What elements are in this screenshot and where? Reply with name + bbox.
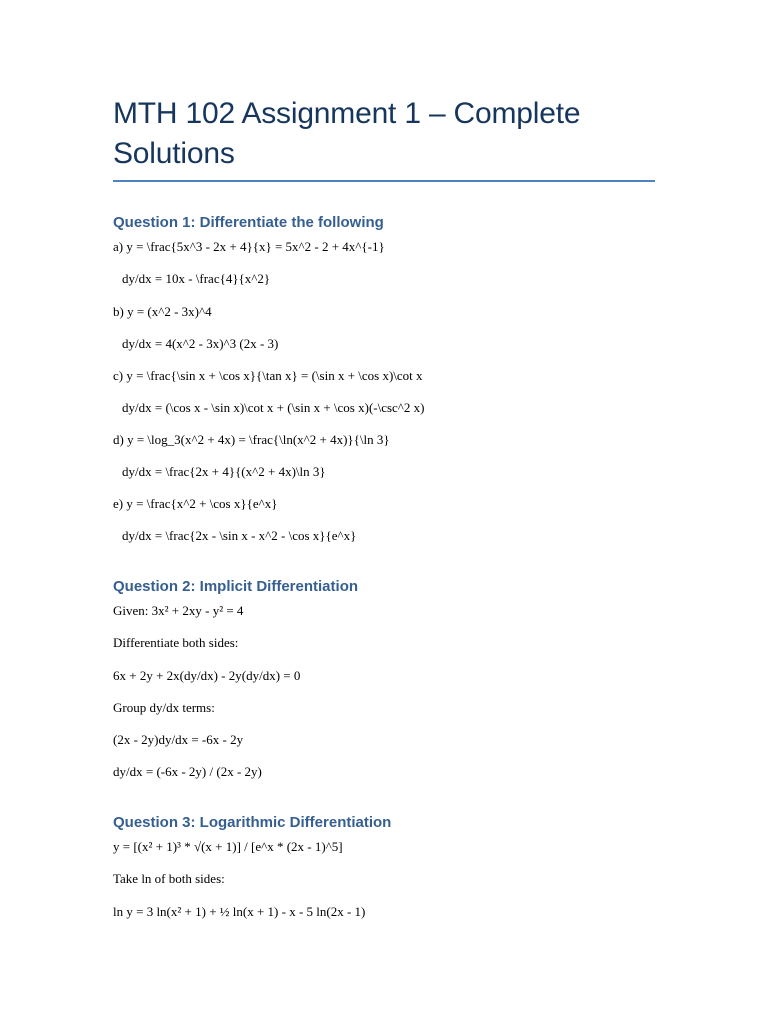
question-2-heading: Question 2: Implicit Differentiation	[113, 578, 359, 595]
q1-c-answer: dy/dx = (\cos x - \sin x)\cot x + (\sin x + \cos x)(-\csc^2 x)	[122, 400, 425, 415]
q1-b-problem: b) y = (x^2 - 3x)^4	[113, 304, 212, 319]
question-1-heading: Question 1: Differentiate the following	[113, 214, 384, 231]
q2-given: Given: 3x² + 2xy - y² = 4	[113, 603, 244, 618]
q3-given: y = [(x² + 1)³ * √(x + 1)] / [e^x * (2x - 1)^5]	[113, 839, 343, 854]
q2-step2-label: Group dy/dx terms:	[113, 700, 215, 715]
q1-d-answer: dy/dx = \frac{2x + 4}{(x^2 + 4x)\ln 3}	[122, 464, 326, 479]
q2-result: dy/dx = (-6x - 2y) / (2x - 2y)	[113, 764, 262, 779]
question-3-heading: Question 3: Logarithmic Differentiation	[113, 814, 392, 831]
q1-e-problem: e) y = \frac{x^2 + \cos x}{e^x}	[113, 496, 278, 511]
q2-step2-equation: (2x - 2y)dy/dx = -6x - 2y	[113, 732, 244, 747]
q1-e-answer: dy/dx = \frac{2x - \sin x - x^2 - \cos x}{e^x}	[122, 528, 357, 543]
q1-a-answer: dy/dx = 10x - \frac{4}{x^2}	[122, 271, 271, 286]
q2-step1-equation: 6x + 2y + 2x(dy/dx) - 2y(dy/dx) = 0	[113, 668, 301, 683]
q1-d-problem: d) y = \log_3(x^2 + 4x) = \frac{\ln(x^2 + 4x)}{\ln 3}	[113, 432, 390, 447]
q1-c-problem: c) y = \frac{\sin x + \cos x}{\tan x} = (\sin x + \cos x)\cot x	[113, 368, 423, 383]
document-title: MTH 102 Assignment 1 – Complete Solutions	[113, 97, 581, 170]
title-underline	[113, 180, 655, 182]
q1-b-answer: dy/dx = 4(x^2 - 3x)^3 (2x - 3)	[122, 336, 279, 351]
q3-step1-label: Take ln of both sides:	[113, 871, 225, 886]
q3-step1-equation: ln y = 3 ln(x² + 1) + ½ ln(x + 1) - x - 5 ln(2x - 1)	[113, 904, 366, 919]
q1-a-problem: a) y = \frac{5x^3 - 2x + 4}{x} = 5x^2 - 2 + 4x^{-1}	[113, 239, 385, 254]
q2-step1-label: Differentiate both sides:	[113, 635, 239, 650]
